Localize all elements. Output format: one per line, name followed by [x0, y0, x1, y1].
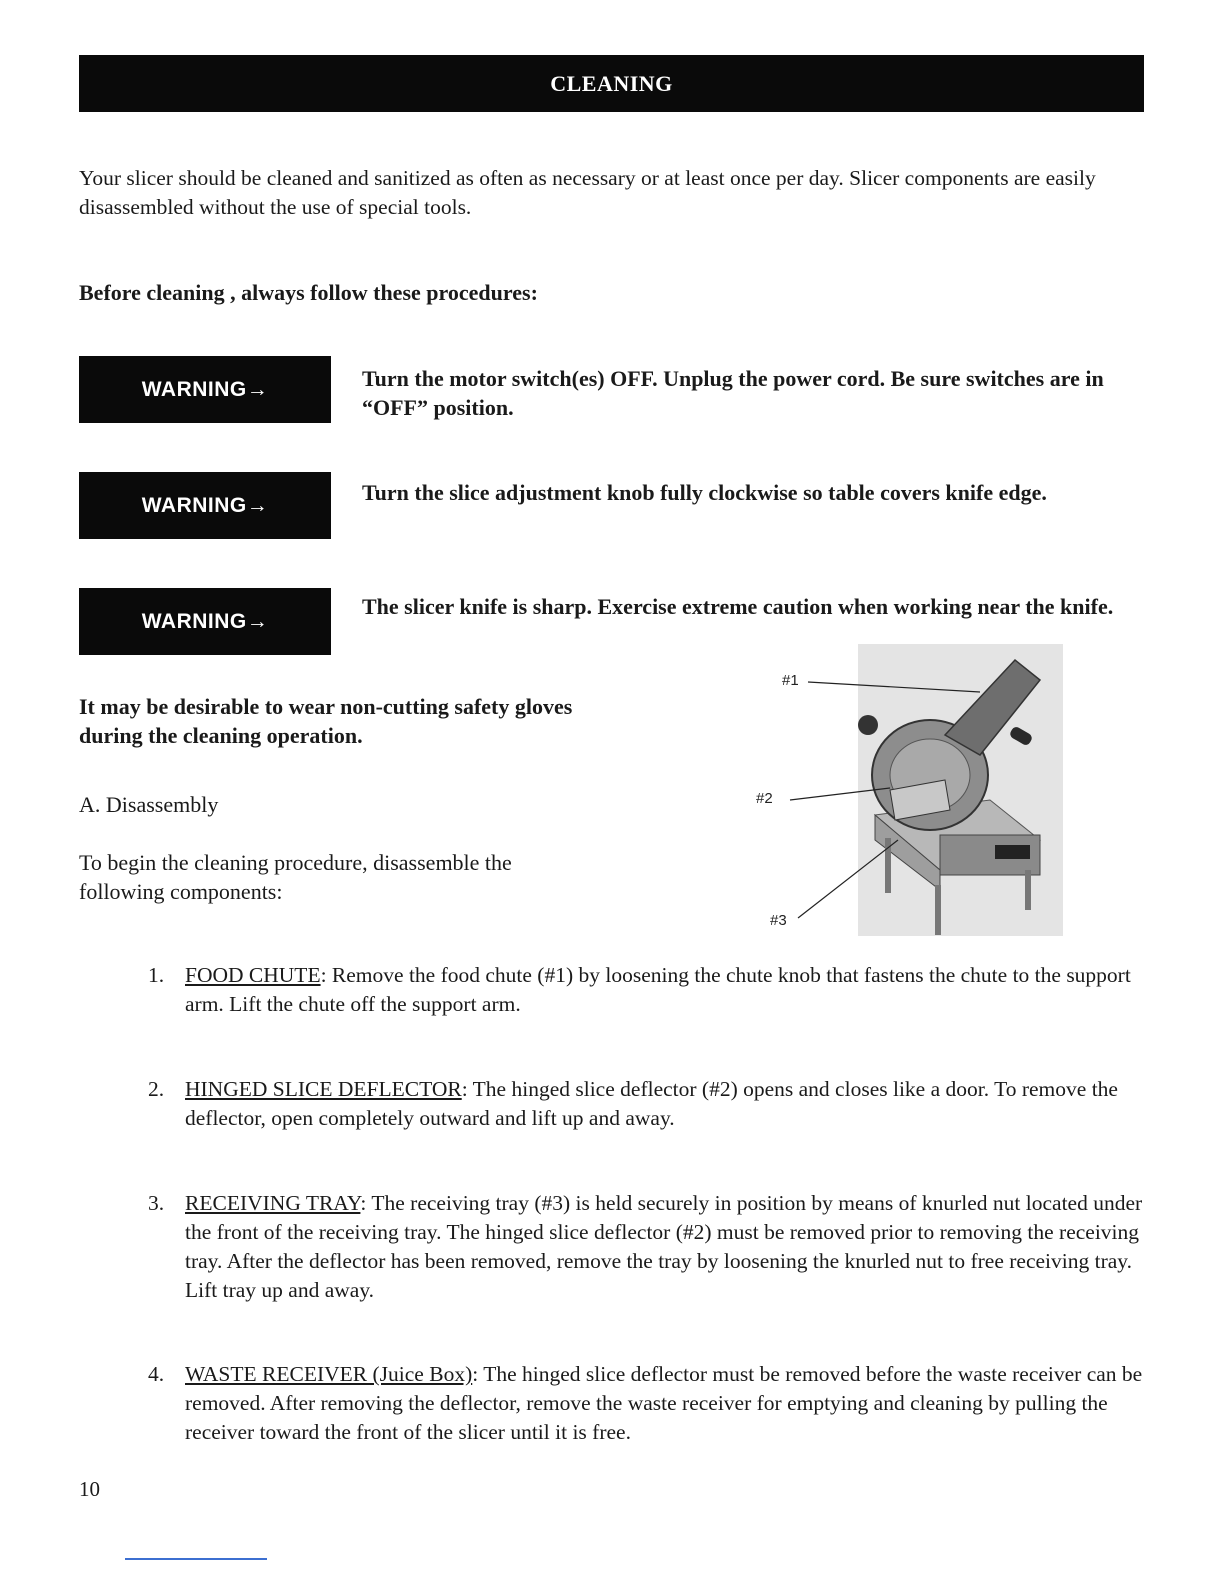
step-text: : The hinged slice deflector must be removed before the waste receiver can be removed. After removing the deflector, remove the waste receiver for emptying and cleaning by pulling the receiver toward the front of the slicer until it is free.: [185, 1362, 1143, 1444]
warning-label-3: WARNING→: [79, 588, 331, 655]
bottom-rule: [125, 1558, 267, 1560]
step-receiving-tray: [148, 1189, 1148, 1305]
section-title: CLEANING: [550, 70, 673, 96]
warning-text-3: The slicer knife is sharp. Exercise extreme caution when working near the knife.: [362, 594, 1114, 619]
step-number: 3.: [148, 1191, 165, 1215]
figure-label-1: #1: [782, 672, 799, 689]
step-number: 1.: [148, 963, 165, 987]
section-a-heading: A. Disassembly: [79, 792, 219, 817]
before-cleaning-heading: Before cleaning , always follow these procedures:: [79, 280, 538, 305]
slicer-figure: [740, 640, 1070, 940]
figure-label-2: #2: [756, 790, 773, 807]
section-header: [79, 55, 1144, 112]
step-title: HINGED SLICE DEFLECTOR: [185, 1077, 462, 1101]
intro-paragraph: Your slicer should be cleaned and sanitized as often as necessary or at least once per day. Slicer components are easily disassembled without the use of special tools.: [79, 166, 1096, 219]
safety-gloves-note: It may be desirable to wear non-cutting safety gloves during the cleaning operation.: [79, 694, 573, 748]
step-number: 4.: [148, 1362, 165, 1386]
step-title: RECEIVING TRAY: [185, 1191, 361, 1215]
step-title: WASTE RECEIVER (Juice Box): [185, 1362, 473, 1386]
step-text: : Remove the food chute (#1) by loosening the chute knob that fastens the chute to the support arm. Lift the chute off the support arm.: [185, 963, 1131, 1016]
step-waste-receiver: [148, 1360, 1148, 1447]
step-text: : The receiving tray (#3) is held securely in position by means of knurled nut located under the front of the receiving tray. The hinged slice deflector (#2) must be removed prior to removing the receiving tray. After the deflector has been removed, remove the tray by loosening the knurled nut to free receiving tray. Lift tray up and away.: [185, 1191, 1143, 1302]
warning-label-2: WARNING→: [79, 472, 331, 539]
begin-procedure-text: To begin the cleaning procedure, disassemble the following components:: [79, 850, 512, 904]
warning-text-1: Turn the motor switch(es) OFF. Unplug the power cord. Be sure switches are in “OFF” position.: [362, 366, 1104, 420]
warning-text-2: Turn the slice adjustment knob fully clockwise so table covers knife edge.: [362, 480, 1047, 505]
step-food-chute: [148, 961, 1148, 1019]
step-title: FOOD CHUTE: [185, 963, 321, 987]
warning-label-1: WARNING→: [79, 356, 331, 423]
step-hinged-slice-deflector: [148, 1075, 1148, 1133]
step-number: 2.: [148, 1077, 165, 1101]
figure-label-3: #3: [770, 912, 787, 929]
step-text: : The hinged slice deflector (#2) opens and closes like a door. To remove the deflector, open completely outward and lift up and away.: [185, 1077, 1118, 1130]
page-number: 10: [79, 1477, 100, 1501]
